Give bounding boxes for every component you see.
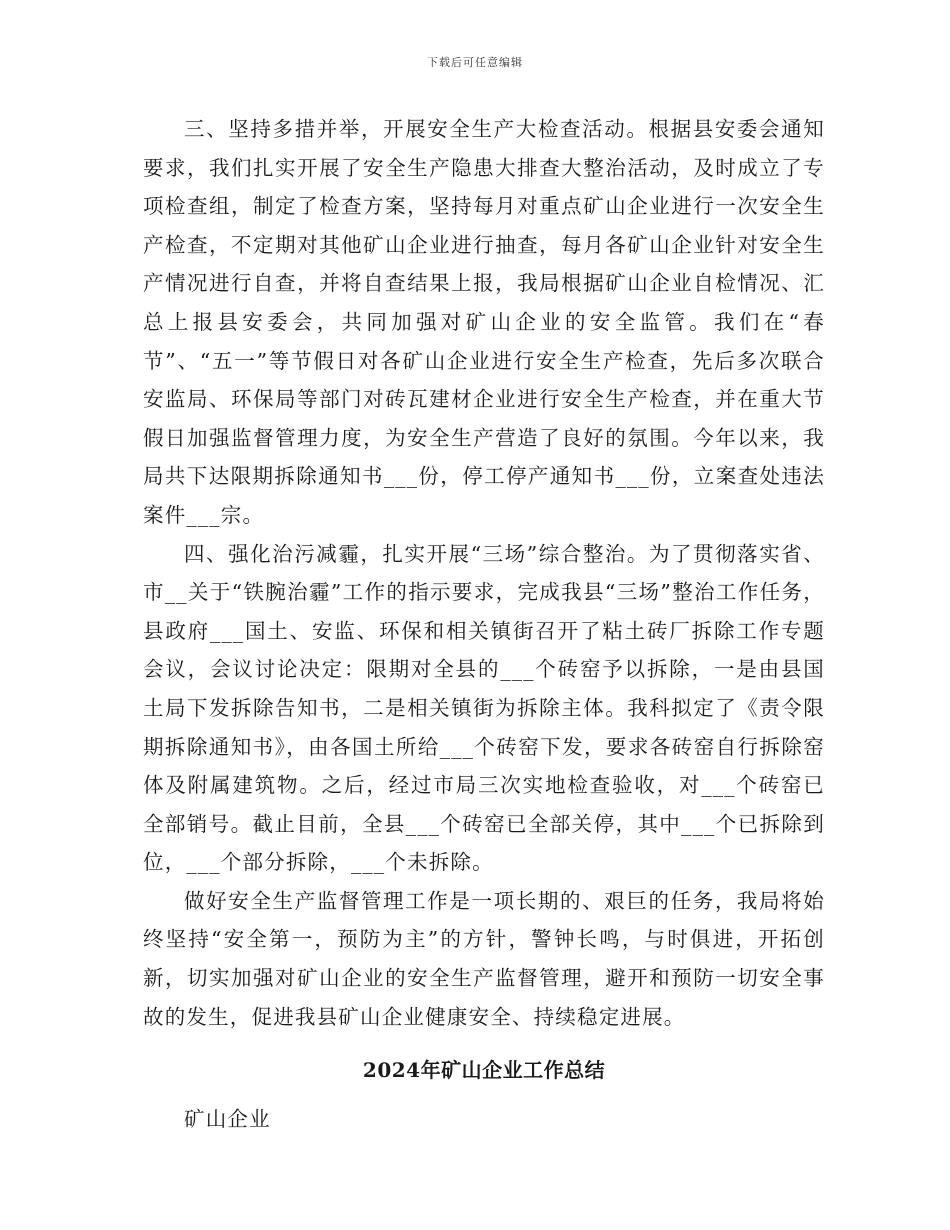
document-body [143, 110, 825, 1138]
section-subheading: 矿山企业 [184, 1107, 271, 1132]
paragraph-pollution: 四、强化治污减霾，扎实开展“三场”综合整治。为了贯彻落实省、市__关于“铁腕治霾”工作的指示要求，完成我县“三场”整治工作任务，县政府___国土、安监、环保和相关镇街召开了粘土砖厂拆除工作专题会议，会议讨论决定：限期对全县的___个砖窑予以拆除，一是由县国土局下发拆除告知书，二是相关镇街为拆除主体。我科拟定了《责令限期拆除通知书》，由各国土所给___个砖窑下发，要求各砖窑自行拆除窑体及附属建筑物。之后，经过市局三次实地检查验收，对___个砖窑已全部销号。截止目前，全县___个砖窑已全部关停，其中___个已拆除到位，___个部分拆除，___个未拆除。 [143, 541, 825, 875]
section-title: 2024年矿山企业工作总结 [362, 1058, 606, 1083]
page-header: 下载后可任意编辑 [427, 56, 523, 69]
paragraph-inspection: 三、坚持多措并举，开展安全生产大检查活动。根据县安委会通知要求，我们扎实开展了安全生产隐患大排查大整治活动，及时成立了专项检查组，制定了检查方案，坚持每月对重点矿山企业进行一次安全生产检查，不定期对其他矿山企业进行抽查，每月各矿山企业针对安全生产情况进行自查，并将自查结果上报，我局根据矿山企业自检情况、汇总上报县安委会，共同加强对矿山企业的安全监管。我们在“春节”、“五一”等节假日对各矿山企业进行安全生产检查，先后多次联合安监局、环保局等部门对砖瓦建材企业进行安全生产检查，并在重大节假日加强监督管理力度，为安全生产营造了良好的氛围。今年以来，我局共下达限期拆除通知书___份，停工停产通知书___份，立案查处违法案件___宗。 [143, 117, 825, 527]
paragraph-conclusion: 做好安全生产监督管理工作是一项长期的、艰巨的任务，我局将始终坚持“安全第一，预防为主”的方针，警钟长鸣，与时俱进，开拓创新，切实加强对矿山企业的安全生产监督管理，避开和预防一切安全事故的发生，促进我县矿山企业健康安全、持续稳定进展。 [143, 888, 825, 1029]
